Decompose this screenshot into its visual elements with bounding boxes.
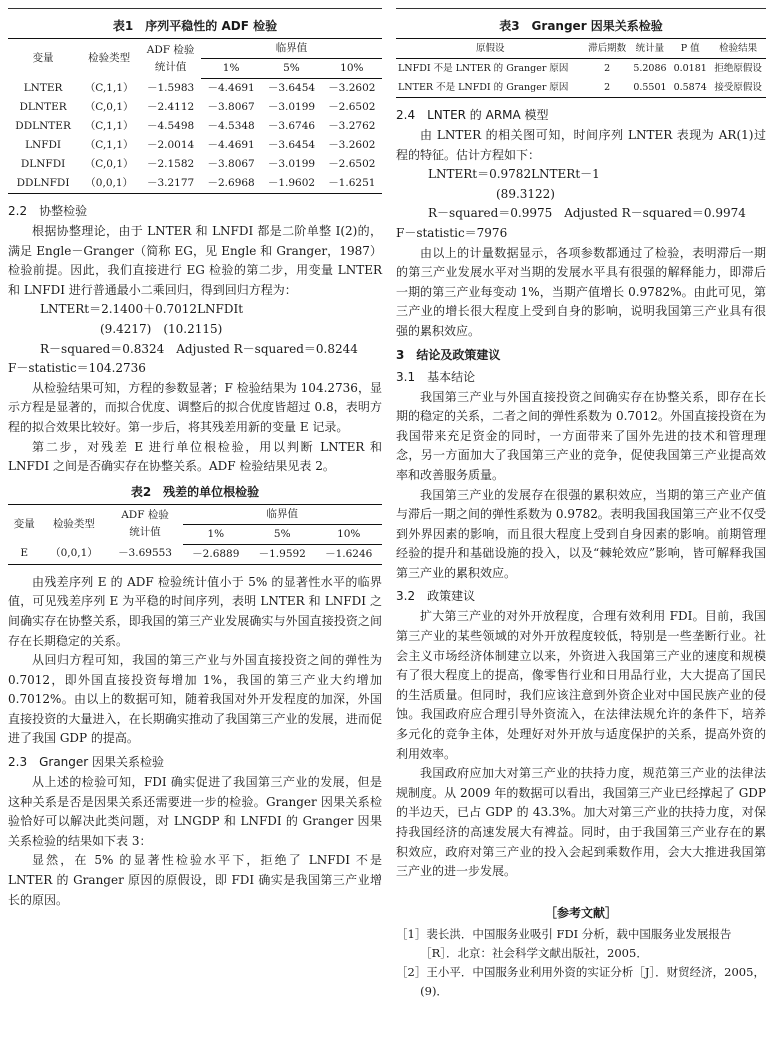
table1-cell: －2.0014 [146,139,195,151]
s24-equation-1: LNTERt＝0.9782LNTERt－1 [428,167,600,182]
s3-paragraph-4: 我国政府应加大对第三产业的扶持力度，规范第三产业的法律法规制度。从 2009 年的数据可以看出，我国第三产业已经撑起了 GDP 的半边天，已占 GDP 的 43.3%。加大对第三产业的扶持力度，对保持我国经济的高速发展大有裨益。同时，由于我国第三产业存在的累积效应，政府对第三产业的投入会起到乘数作用，会大大推进我国第三产业的进一步发展。 [396,766,766,879]
s3-paragraph-2: 我国第三产业的发展存在很强的累积效应，当期的第三产业产值与滞后一期之间的弹性系数为 0.9782。表明我国我国第三产业不仅受到外界因素的影响，而且很大程度上受到自身因素的影响。前期管理经验的提升和基础设施的投入，以及“棘轮效应”影响，皆可解释我国第三产业的累积效应。 [396,487,766,580]
table1-header-type: 检验类型 [78,39,140,79]
table1-variable-cell: DLNTER [19,101,67,113]
table1-cell: （C,1,1） [84,81,134,94]
table1-cell: （C,1,1） [84,139,134,151]
table2-cell: －2.6889 [183,544,249,564]
table3-cell: LNFDI 不是 LNTER 的 Granger 原因 [398,63,569,74]
table3-header: 滞后期数 [584,39,629,59]
s24-equation-tstat: (89.3122) [496,186,555,201]
s24-paragraph-2: 由以上的计量数据显示，各项参数都通过了检验，表明滞后一期的第三产业发展水平对当期的发展水平具有很强的解释能力，即滞后一期的第三产业每变动 1%，当期产值增长 0.9782%。由此可见，第三产业的增长很大程度上受到自身的影响，说明我国第三产业具有很强的累积效应。 [396,245,766,338]
table1-cell: （C,0,1） [84,101,134,113]
table1 [8,38,382,194]
section-2-3-title: 2.3 Granger 因果关系检验 [8,755,165,770]
s22b-paragraph-2: 从回归方程可知，我国的第三产业与外国直接投资之间的弹性为 0.7012，即外国直接投资每增加 1%，我国的第三产业大约增加 0.7012%。由以上的数据可知，随着我国对外开发程度的加深，外国直接投资的大量进入，在长期确实推动了我国第三产业的发展，进而促进了我国 GDP 的提高。 [8,653,382,746]
table3-header: P 值 [670,39,710,59]
table1-cell: －2.6968 [201,174,261,194]
table3-row [396,78,766,98]
table1-cell: －2.6502 [328,101,376,113]
section-2-2-title: 2.2 协整检验 [8,204,88,218]
table1-cell: －3.2602 [328,82,376,94]
table1-cell: －2.4112 [146,101,195,113]
table3-cell: 0.0181 [673,63,707,74]
table1-header-1pct: 1% [201,59,261,79]
section-2-4-title: 2.4 LNTER 的 ARMA 模型 [396,108,549,122]
s24-equation-rsquared: R－squared＝0.9975 Adjusted R－squared＝0.9974 [428,206,746,221]
table1-header-adf: ADF 检验 统计值 [140,39,201,79]
s24-equation-fstat: F－statistic＝7976 [396,225,508,240]
table1-cell: （C,0,1） [84,158,134,170]
table2-cell: （0,0,1） [40,544,107,564]
page-header-rule [8,0,382,9]
table3-header: 统计量 [630,39,670,59]
left-column [8,0,382,910]
table1-caption: 表1 序列平稳性的 ADF 检验 [112,19,278,33]
table1-header-10pct: 10% [322,59,382,79]
table1-row [8,98,382,117]
table1-cell: －3.2602 [328,139,376,151]
table1-cell: －3.2177 [140,174,201,194]
table2-header-var: 变量 [8,504,40,544]
table1-cell: －4.4691 [207,82,255,94]
s23-paragraph-2: 显然，在 5% 的显著性检验水平下，拒绝了 LNFDI 不是 LNTER 的 Granger 原因的原假设，即 FDI 确实是我国第三产业增长的原因。 [8,853,382,907]
s22-equation-tstats: (9.4217) (10.2115) [100,321,223,336]
table1-variable-cell: DDLNTER [15,120,71,132]
table1-row [8,136,382,155]
table1-variable-cell: DDLNFDI [8,174,78,194]
table2-row [8,544,382,564]
table1-cell: －3.0199 [267,101,316,113]
table2-cell: E [8,544,40,564]
reference-item-1: ［1］裴长洪．中国服务业吸引 FDI 分析，载中国服务业发展报告［R］．北京：社会科学文献出版社，2005． [396,926,732,960]
table3-cell: 0.5874 [670,78,710,98]
table1-cell: －2.1582 [146,158,195,170]
table1-header-5pct: 5% [261,59,321,79]
table1-variable-cell: DLNFDI [20,158,66,170]
table3-row [396,59,766,79]
s22-equation-fstat: F－statistic＝104.2736 [8,361,146,376]
table3-cell: 0.5501 [630,78,670,98]
reference-item-2: ［2］王小平．中国服务业利用外资的实证分析［J］．财贸经济，2005，(9)． [396,964,765,998]
table1-header-var: 变量 [8,39,78,79]
table2 [8,504,382,565]
table3-cell: 接受原假设 [710,78,766,98]
table3-cell: 2 [604,63,611,74]
table2-header-10pct: 10% [315,524,382,544]
s3-paragraph-1: 我国第三产业与外国直接投资之间确实存在协整关系，即存在长期的稳定的关系，二者之间的弹性系数为 0.7012。外国直接投资在为我国带来充足资金的同时，一方面带来了国外先进的技术和管理理念，另一方面加大了我国第三产业的竞争，促使我国第三产业提高效率和改善服务质量。 [396,389,766,482]
s22b-paragraph-1: 由残差序列 E 的 ADF 检验统计值小于 5% 的显著性水平的临界值，可见残差序列 E 为平稳的时间序列，表明 LNTER 和 LNFDI 之间确实存在协整关系，即我国的第三产业发展确实与外国直接投资之间存在长期稳定的关系。 [8,574,382,648]
table3-cell: LNTER 不是 LNFDI 的 Granger 原因 [396,78,584,98]
table1-cell: －3.2762 [328,120,376,132]
table1-cell: －3.6746 [267,120,316,132]
table1-cell: －1.6251 [322,174,382,194]
s3-paragraph-3: 扩大第三产业的对外开放程度，合理有效利用 FDI。目前，我国第三产业的某些领域的对外开放程度较低，特别是一些垄断行业。社会主义市场经济体制建立以来，外资进入我国第三产业的速度和规模有了很大程度上的提高，像零售行业和日用品行业，大大提高了国民的生活质量。但同时，我们应该注意到外资企业对中国民族产业的侵蚀。我国政府应合理引导外资流入，在法律法规允许的条件下，培养多元化的竞争主体，处理好对外开放与适度保护的关系，提高外资的利用效率。 [396,609,766,761]
table1-row [8,117,382,136]
page-header-rule-right [396,0,766,9]
table1-cell: －3.8067 [207,101,255,113]
s22-equation-rsquared: R－squared＝0.8324 Adjusted R－squared＝0.8244 [40,341,358,356]
table1-cell: －2.6502 [328,158,376,170]
table1-cell: －4.4691 [207,139,255,151]
table2-header-crit: 临界值 [183,504,382,524]
s23-paragraph-1: 从上述的检验可知，FDI 确实促进了我国第三产业的发展，但是这种关系是否是因果关系还需要进一步的检验。Granger 因果关系检验恰好可以解决此类问题，对 LNGDP 和 LNFDI 的 Granger 因果关系检验的结果如下表 3： [8,775,382,848]
table1-cell: －3.0199 [267,158,316,170]
table3 [396,38,766,98]
table1-row [8,155,382,174]
s22-equation-1: LNTERt＝2.1400＋0.7012LNFDIt [40,302,244,317]
table1-row [8,79,382,99]
table2-header-5pct: 5% [249,524,315,544]
references-title: ［参考文献］ [544,905,617,920]
table1-variable-cell: LNFDI [25,139,62,151]
table1-variable-cell: LNTER [23,81,63,94]
table1-cell: －4.5348 [207,120,255,132]
table1-cell: （0,0,1） [78,174,140,194]
table2-header-adf: ADF 检验 统计值 [107,504,182,544]
table3-header: 原假设 [396,39,584,59]
table1-cell: －3.6454 [267,82,316,94]
table1-cell: －1.5983 [146,81,195,94]
table1-cell: （C,1,1） [84,120,134,132]
table3-caption: 表3 Granger 因果关系检验 [499,19,663,33]
s22-paragraph-1: 根据协整理论，由于 LNTER 和 LNFDI 都是二阶单整 I(2)的，满足 Engle－Granger（简称 EG，见 Engle 和 Granger，1987）检验前提。因此，我们直接进行 EG 检验的第二步，用变量 LNTER 和 LNFDI 进行普通最小二乘回归，得到回归方程为： [8,224,382,297]
table3-cell: 5.2086 [633,63,667,74]
table2-caption: 表2 残差的单位根检验 [130,484,260,499]
table1-cell: －4.5498 [146,120,195,132]
table1-header-crit: 临界值 [201,39,382,59]
table3-header: 检验结果 [710,39,766,59]
table2-header-1pct: 1% [183,524,249,544]
table1-cell: －3.6454 [267,139,316,151]
table1-cell: －1.9602 [261,174,321,194]
table1-row [8,174,382,194]
s22-paragraph-2: 从检验结果可知，方程的参数显著；F 检验结果为 104.2736，显示方程是显著的，而拟合优度、调整后的拟合优度皆超过 0.8，表明方程的拟合效果比较好。第一步后，将其残差用新的变量 E 记录。 [8,380,382,434]
table2-cell: －3.69553 [107,544,182,564]
s22-paragraph-3: 第二步，对残差 E 进行单位根检验，用以判断 LNTER 和 LNFDI 之间是否确实存在协整关系。ADF 检验结果见表 2。 [8,439,382,474]
table1-cell: －3.8067 [207,158,255,170]
table3-cell: 拒绝原假设 [714,63,762,74]
table2-cell: －1.9592 [249,544,315,564]
right-column [396,0,766,1001]
table3-cell: 2 [584,78,629,98]
s24-paragraph-1: 由 LNTER 的相关图可知，时间序列 LNTER 表现为 AR(1)过程的特征。估计方程如下： [396,128,766,162]
table2-cell: －1.6246 [315,544,382,564]
section-3-2-title: 3.2 政策建议 [396,589,476,604]
section-3-1-title: 3.1 基本结论 [396,369,476,384]
table2-header-type: 检验类型 [40,504,107,544]
section-3-title: 3 结论及政策建议 [396,347,501,362]
